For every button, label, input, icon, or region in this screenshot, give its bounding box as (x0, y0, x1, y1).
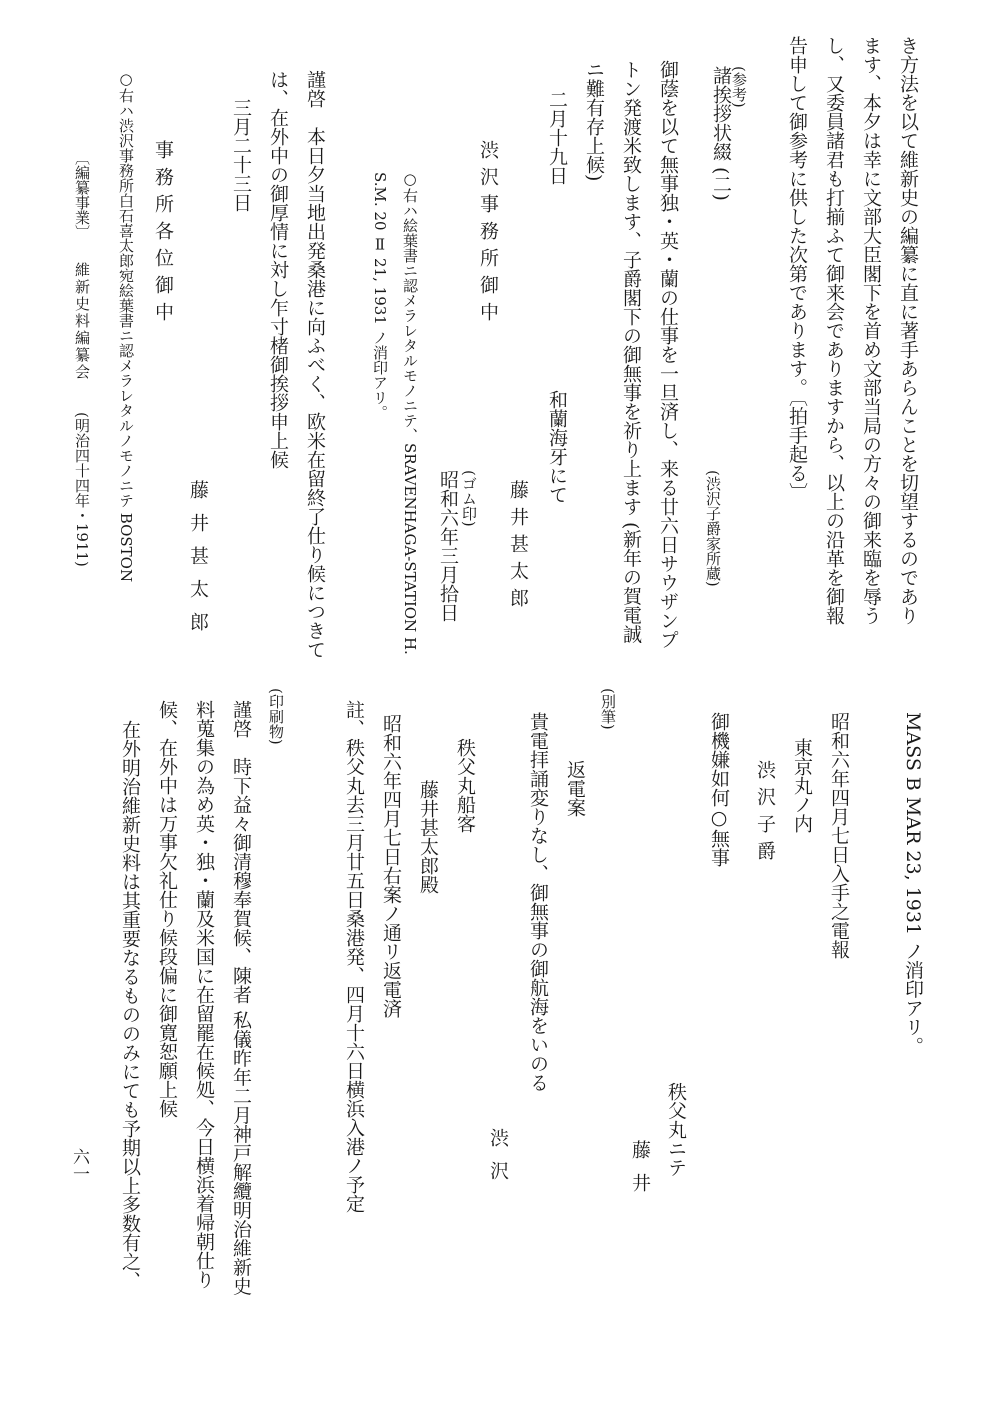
printed-line-4: 在外明治維新史料は其重要なるもののみにても予期以上多数有之、 (119, 720, 141, 1290)
body-line-3: し、又委員諸君も打揃ふて御来会でありますから、以上の沿革を御報 (823, 36, 845, 625)
reply-draft-sender: 渋沢 (487, 1128, 509, 1194)
letter1-stamp-label: (ゴム印) (460, 470, 478, 527)
printed-line-3: 候、在外中は万事欠礼仕り候段偏に御寛恕願上候 (156, 700, 178, 1118)
running-header-left: 〔編纂事業〕 (73, 150, 91, 240)
letter1-note-1: ○右ハ絵葉書ニ認メラレタルモノニテ、SRAVENHAGA-STATION H. (401, 170, 419, 655)
running-header-right: (明治四十四年・1911) (73, 412, 91, 567)
telegram-from-ship: 秩父丸ニテ (665, 1082, 687, 1177)
telegram-from-name: 藤井 (629, 1140, 651, 1206)
printed-line-2: 料蒐集の為め英・独・蘭及米国に在留罷在候処、今日横浜着帰朝仕り (193, 700, 215, 1289)
letter2-note: ○右ハ渋沢事務所白石喜太郎宛絵葉書ニ認メラレタルノモノニテ BOSTON (117, 70, 135, 583)
reply-to-name: 藤井甚太郎殿 (417, 780, 439, 894)
letter2-sender: 藤井甚太郎 (187, 480, 209, 645)
letter1-note-2: S.M. 20 Ⅱ 21, 1931 ノ消印アリ。 (371, 172, 389, 420)
body-line-2: ます、本夕は幸に文部大臣閣下を首め文部当局の方々の御来臨を辱う (860, 36, 882, 625)
reference-source: (渋沢子爵家所蔵) (704, 470, 722, 587)
postmark-note: MASS B MAR 23, 1931 ノ消印アリ。 (902, 712, 924, 1056)
reply-draft-label: 返電案 (564, 760, 586, 817)
telegram-received: 昭和六年四月七日入手之電報 (828, 712, 850, 959)
telegram-body: 御機嫌如何○無事 (708, 712, 730, 867)
letter1-line-2: トン発渡米致します、子爵閣下の御無事を祈り上ます (新年の賀電誠 (620, 60, 642, 644)
telegram-to-place: 東京丸ノ内 (791, 738, 813, 833)
letter1-place: 和蘭海牙にて (546, 390, 568, 504)
letter1-addressee: 渋沢事務所御中 (477, 140, 499, 329)
reference-title: 諸挨拶状綴 (二) (710, 66, 732, 201)
printed-matter-label: (印刷物) (267, 688, 285, 745)
letter2-line-2: は、在外中の御厚情に対し乍寸楮御挨拶申上候 (267, 70, 289, 469)
letter1-stamp-date: 昭和六年三月拾日 (437, 470, 459, 622)
page-number: 六一 (69, 1148, 89, 1182)
telegram-to-name: 渋沢子爵 (754, 760, 776, 868)
reply-draft-body: 貴電拝誦変りなし、御無事の御航海をいのる (527, 712, 549, 1092)
reference-label: (参考) (730, 66, 748, 108)
letter1-sender: 藤井甚太郎 (507, 480, 529, 615)
reply-to-ship: 秩父丸船客 (454, 738, 476, 833)
letter1-date: 二月十九日 (546, 90, 568, 185)
separate-hand-label: (別筆) (599, 688, 617, 730)
printed-line-1: 謹啓 時下益々御清穆奉賀候、陳者 私儀昨年二月神戸解纜明治維新史 (230, 700, 252, 1296)
body-line-1: き方法を以て維新史の編纂に直に著手あらんことを切望するのであり (897, 36, 919, 625)
annotation-note: 註、秩父丸去三月廿五日桑港発、四月十六日横浜入港ノ予定 (343, 700, 365, 1213)
letter2-line-1: 謹啓 本日夕当地出発桑港に向ふべく、欧米在留終了仕り候につきて (304, 70, 326, 659)
running-header-center: 維新史料編纂会 (73, 262, 91, 381)
letter2-date: 三月二十三日 (230, 98, 252, 212)
body-line-4: 告申して御参考に供した次第であります。〔拍手起る〕 (786, 36, 808, 502)
reply-sent-note: 昭和六年四月七日右案ノ通リ返電済 (380, 714, 402, 1018)
letter1-line-3: ニ難有存上候) (583, 60, 605, 182)
letter1-line-1: 御蔭を以て無事独・英・蘭の仕事を一旦済し、来る廿六日サウザンプ (657, 60, 679, 649)
letter2-addressee: 事務所各位御中 (152, 140, 174, 329)
